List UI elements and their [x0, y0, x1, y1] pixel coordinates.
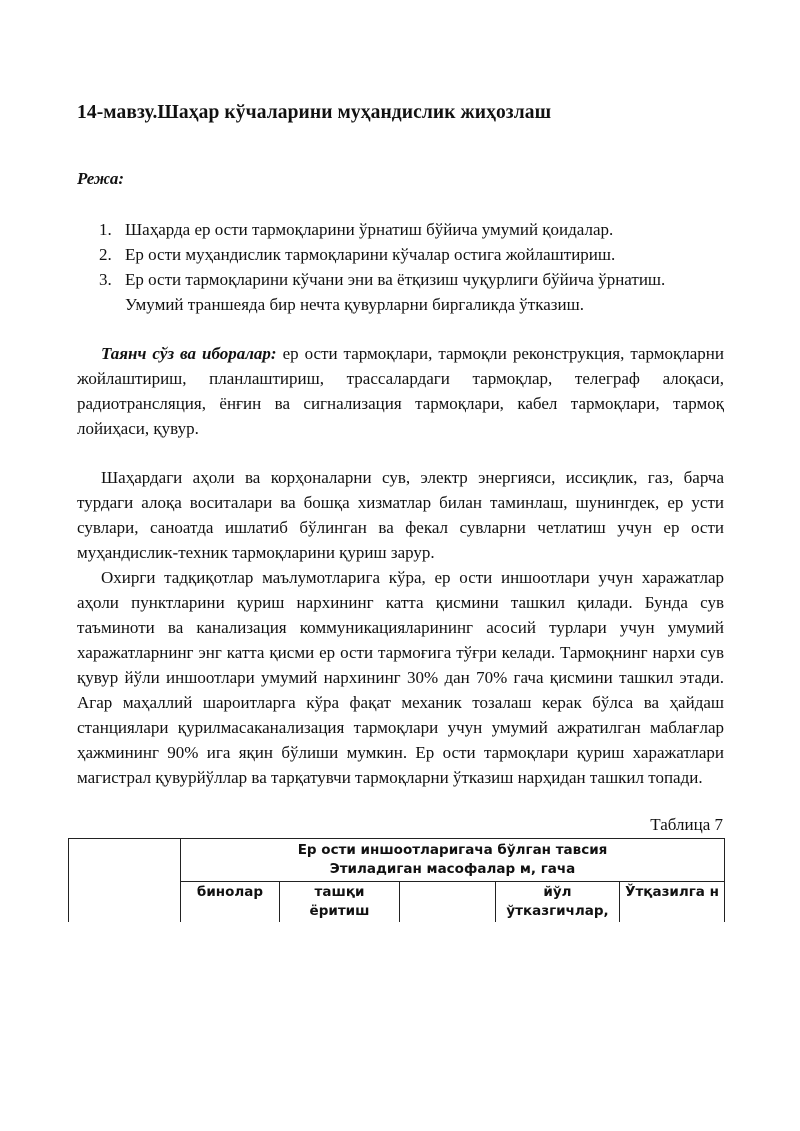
list-item-number: 1.	[99, 220, 112, 239]
plan-list	[77, 217, 725, 317]
table-column-header: йўл ўтказгичлар,	[496, 882, 620, 923]
table-empty-cell	[69, 839, 181, 923]
table-header-row	[69, 839, 725, 882]
list-item-text: Ер ости тармоқларини кўчани эни ва ётқизиш чуқурлиги бўйича ўрнатиш. Умумий траншеяда бир нечта қувурларни биргаликда ўтказиш.	[125, 270, 666, 314]
table-header-line: Ер ости иншоотларигача бўлган тавсия	[297, 842, 608, 858]
table-column-header: ташқи ёритиш	[280, 882, 400, 923]
list-item-text: Ер ости муҳандислик тармоқларини кўчалар остига жойлаштириш.	[125, 245, 616, 264]
table-column-header: Ўтқазилга н	[620, 882, 725, 923]
list-item	[77, 242, 725, 267]
list-item	[77, 267, 725, 317]
list-item-number: 3.	[99, 270, 112, 289]
plan-heading: Режа:	[77, 169, 125, 188]
table-column-header: бинолар	[181, 882, 280, 923]
keywords-paragraph	[77, 341, 724, 441]
table-group-header	[181, 839, 725, 882]
keywords-label: Таянч сўз ва иборалар:	[101, 344, 277, 363]
data-table	[68, 838, 725, 922]
list-item-text: Шаҳарда ер ости тармоқларини ўрнатиш бўйича умумий қоидалар.	[125, 220, 614, 239]
table-column-header	[400, 882, 496, 923]
list-item	[77, 217, 725, 242]
table-caption: Таблица 7	[650, 815, 723, 834]
page-title: 14-мавзу.Шаҳар кўчаларини муҳандислик жиҳозлаш	[77, 102, 552, 123]
keywords-text: ер ости тармоқлари, тармоқли реконструкция, тармоқларни жойлаштириш, планлаштириш, трассалардаги тармоқлар, телеграф алоқаси, радиотрансляция, ёнғин ва сигнализация тармоқлари, кабел тармоқлари, тармоқ лойиҳаси, қувур.	[77, 344, 724, 438]
list-item-number: 2.	[99, 245, 112, 264]
table-header-line: Этиладиган масофалар м, гача	[329, 861, 576, 877]
body-paragraph: Шаҳардаги аҳоли ва корҳоналарни сув, электр энергияси, иссиқлик, газ, барча турдаги алоқа воситалари ва бошқа хизматлар билан таминлаш, шунингдек, ер усти сувлари, саноатда ишлатиб бўлинган ва фекал сувларни четлатиш учун ер ости муҳандислик-техник тармоқларини қуриш зарур.	[77, 468, 724, 562]
body-paragraph: Охирги тадқиқотлар маълумотларига кўра, ер ости иншоотлари учун харажатлар аҳоли пунктларини қуриш нархининг катта қисмини ташкил қилади. Бунда сув таъминоти ва канализация коммуникацияларининг асосий турлари учун умумий харажатларнинг энг катта қисми ер ости тармоғига тўғри келади. Тармоқнинг нархи сув қувур йўли иншоотлари умумий нархининг 30% дан 70% гача қисмини ташкил этади. Агар маҳаллий шароитларга кўра фақат механик тозалаш керак бўлса ва ҳайдаш станциялари қурилмасаканализация тармоқлари учун умумий ажратилган маблағлар ҳажмининг 90% ига яқин бўлиши мумкин. Ер ости тармоқлари қуриш харажатлари магистрал қувурйўллар ва тарқатувчи тармоқларни ўтказиш нарҳидан ташкил топади.	[77, 568, 724, 787]
